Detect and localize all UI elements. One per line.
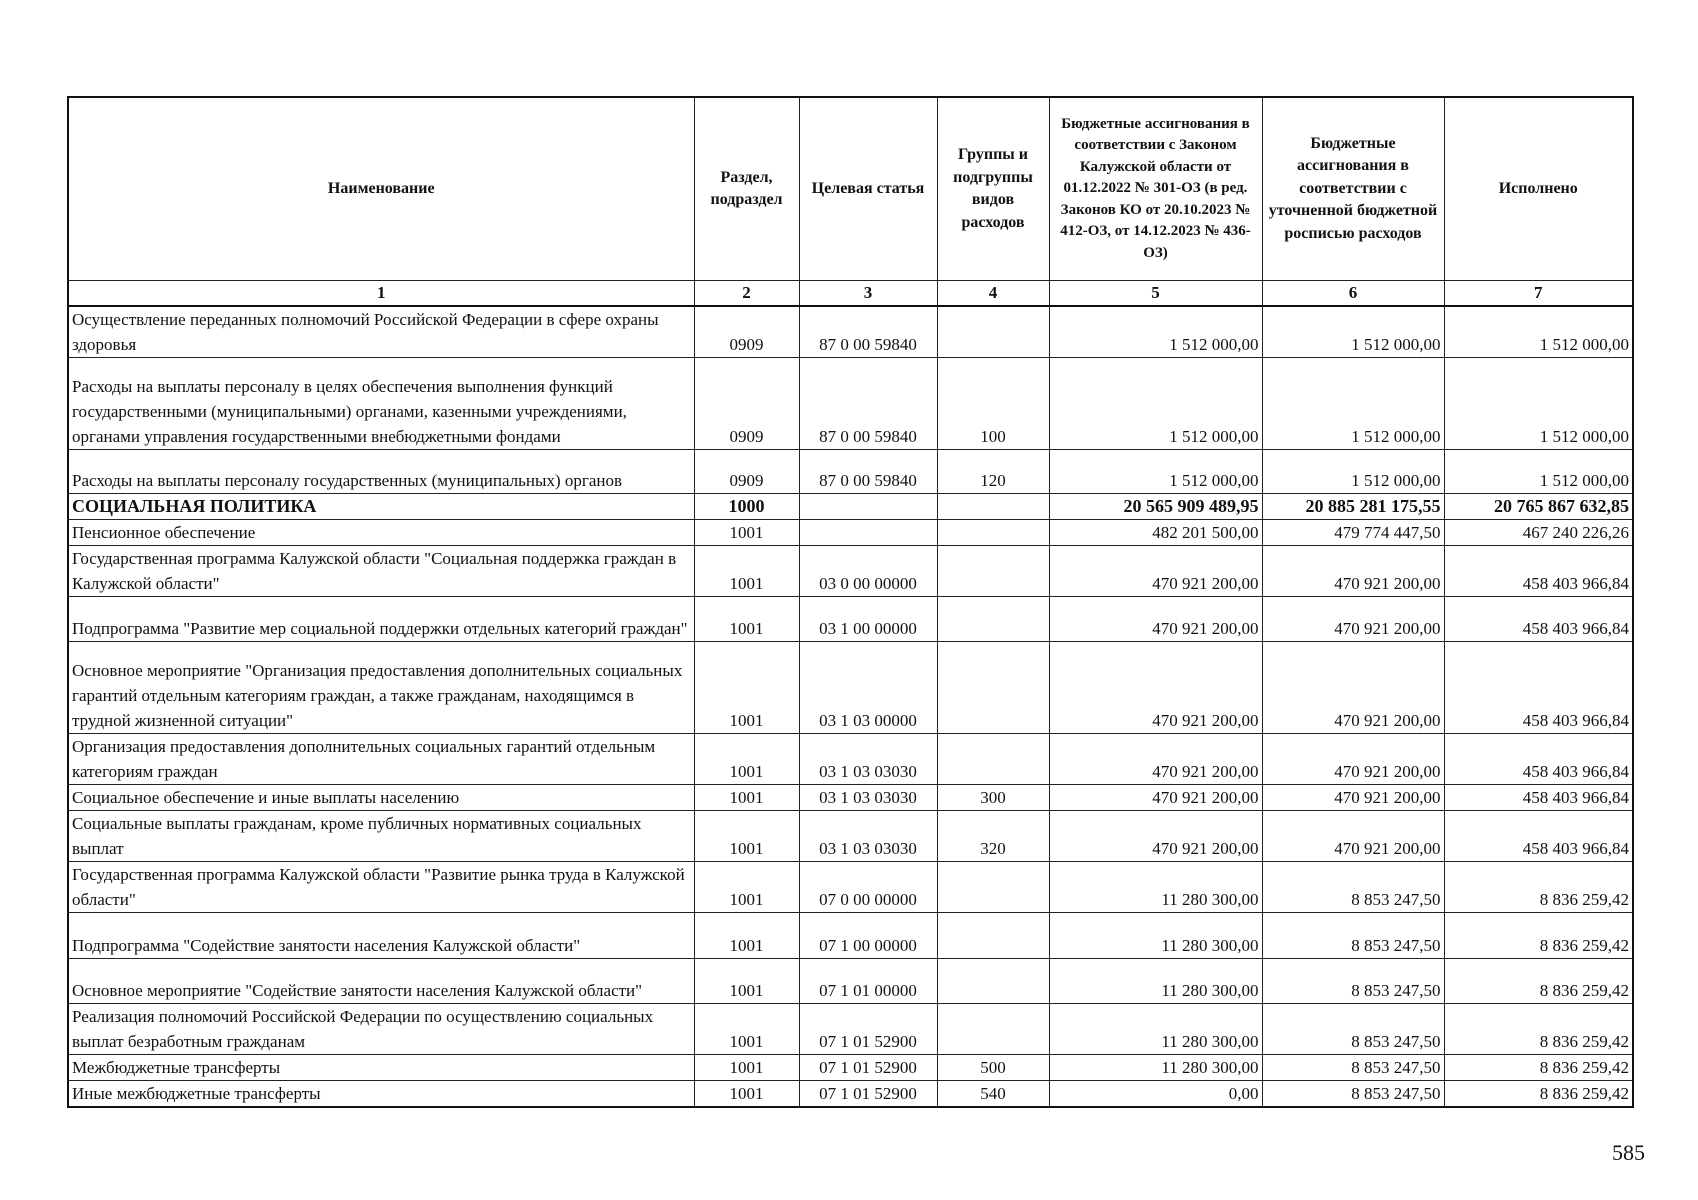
row-name: Подпрограмма "Развитие мер социальной поддержки отдельных категорий граждан" [68,597,694,642]
row-name: Основное мероприятие "Организация предоставления дополнительных социальных гарантий отдельным категориям граждан, а также гражданам, находящимся в трудной жизненной ситуации" [68,642,694,734]
row-section: 1001 [694,1081,799,1108]
row-section: 1000 [694,494,799,520]
row-group: 540 [937,1081,1049,1108]
row-law-amount: 1 512 000,00 [1049,358,1262,450]
row-law-amount: 470 921 200,00 [1049,785,1262,811]
table-row [68,811,1633,862]
row-group: 500 [937,1055,1049,1081]
table-row [68,520,1633,546]
row-target: 07 1 01 52900 [799,1055,937,1081]
row-section: 1001 [694,520,799,546]
row-target [799,494,937,520]
table-row [68,862,1633,913]
budget-sheet [67,96,1632,1108]
row-refined-amount: 470 921 200,00 [1262,546,1444,597]
row-target: 03 1 03 00000 [799,642,937,734]
table-row [68,642,1633,734]
row-law-amount: 11 280 300,00 [1049,862,1262,913]
table-row [68,734,1633,785]
row-name: Пенсионное обеспечение [68,520,694,546]
row-refined-amount: 1 512 000,00 [1262,358,1444,450]
table-row [68,597,1633,642]
budget-table [67,96,1634,1108]
row-law-amount: 470 921 200,00 [1049,642,1262,734]
header-name: Наименование [68,97,694,281]
row-target: 03 1 03 03030 [799,785,937,811]
row-refined-amount: 470 921 200,00 [1262,811,1444,862]
row-refined-amount: 1 512 000,00 [1262,306,1444,358]
row-group [937,597,1049,642]
row-section: 1001 [694,959,799,1004]
row-refined-amount: 8 853 247,50 [1262,1081,1444,1108]
header-groups: Группы и подгруппы видов расходов [937,97,1049,281]
row-name: Государственная программа Калужской области "Развитие рынка труда в Калужской области" [68,862,694,913]
row-law-amount: 1 512 000,00 [1049,450,1262,494]
column-number: 7 [1444,281,1633,307]
row-executed-amount: 458 403 966,84 [1444,785,1633,811]
row-executed-amount: 458 403 966,84 [1444,811,1633,862]
row-executed-amount: 20 765 867 632,85 [1444,494,1633,520]
column-number: 4 [937,281,1049,307]
table-body [68,306,1633,1107]
table-row [68,450,1633,494]
row-section: 1001 [694,785,799,811]
row-refined-amount: 1 512 000,00 [1262,450,1444,494]
row-executed-amount: 458 403 966,84 [1444,734,1633,785]
row-executed-amount: 8 836 259,42 [1444,1081,1633,1108]
table-row [68,785,1633,811]
row-name: Иные межбюджетные трансферты [68,1081,694,1108]
row-target: 03 0 00 00000 [799,546,937,597]
row-target: 07 1 00 00000 [799,913,937,959]
row-name: Осуществление переданных полномочий Российской Федерации в сфере охраны здоровья [68,306,694,358]
row-group [937,520,1049,546]
row-target: 07 1 01 52900 [799,1004,937,1055]
row-group: 120 [937,450,1049,494]
row-executed-amount: 458 403 966,84 [1444,642,1633,734]
row-executed-amount: 8 836 259,42 [1444,1055,1633,1081]
row-executed-amount: 458 403 966,84 [1444,597,1633,642]
row-law-amount: 11 280 300,00 [1049,1055,1262,1081]
table-row [68,1081,1633,1108]
row-section: 1001 [694,1055,799,1081]
row-target: 07 1 01 00000 [799,959,937,1004]
row-executed-amount: 458 403 966,84 [1444,546,1633,597]
table-row [68,1055,1633,1081]
row-target: 87 0 00 59840 [799,450,937,494]
row-group [937,959,1049,1004]
row-name: Основное мероприятие "Содействие занятости населения Калужской области" [68,959,694,1004]
row-name: СОЦИАЛЬНАЯ ПОЛИТИКА [68,494,694,520]
table-row [68,1004,1633,1055]
row-section: 0909 [694,450,799,494]
header-refined: Бюджетные ассигнования в соответствии с уточненной бюджетной росписью расходов [1262,97,1444,281]
header-law: Бюджетные ассигнования в соответствии с Законом Калужской области от 01.12.2022 № 301-ОЗ (в ред. Законов КО от 20.10.2023 № 412-ОЗ, от 14.12.2023 № 436-ОЗ) [1049,97,1262,281]
row-law-amount: 0,00 [1049,1081,1262,1108]
row-name: Подпрограмма "Содействие занятости населения Калужской области" [68,913,694,959]
row-refined-amount: 8 853 247,50 [1262,1055,1444,1081]
row-target: 03 1 00 00000 [799,597,937,642]
column-number: 1 [68,281,694,307]
header-section: Раздел, подраздел [694,97,799,281]
row-name: Расходы на выплаты персоналу в целях обеспечения выполнения функций государственными (муниципальными) органами, казенными учреждениями, органами управления государственными внебюджетными фондами [68,358,694,450]
row-law-amount: 1 512 000,00 [1049,306,1262,358]
row-section: 1001 [694,913,799,959]
row-refined-amount: 20 885 281 175,55 [1262,494,1444,520]
row-group [937,642,1049,734]
row-executed-amount: 1 512 000,00 [1444,358,1633,450]
row-executed-amount: 8 836 259,42 [1444,862,1633,913]
row-section: 0909 [694,358,799,450]
row-section: 1001 [694,811,799,862]
row-name: Социальное обеспечение и иные выплаты населению [68,785,694,811]
table-row [68,358,1633,450]
row-law-amount: 470 921 200,00 [1049,546,1262,597]
row-group [937,1004,1049,1055]
column-number: 6 [1262,281,1444,307]
row-group [937,546,1049,597]
row-group [937,862,1049,913]
row-group [937,494,1049,520]
row-executed-amount: 8 836 259,42 [1444,1004,1633,1055]
row-refined-amount: 479 774 447,50 [1262,520,1444,546]
row-section: 1001 [694,597,799,642]
column-number: 2 [694,281,799,307]
column-number: 3 [799,281,937,307]
page-number: 585 [1612,1140,1645,1165]
row-refined-amount: 470 921 200,00 [1262,642,1444,734]
row-section: 1001 [694,546,799,597]
row-group [937,734,1049,785]
row-executed-amount: 467 240 226,26 [1444,520,1633,546]
row-law-amount: 482 201 500,00 [1049,520,1262,546]
row-group [937,306,1049,358]
row-law-amount: 11 280 300,00 [1049,959,1262,1004]
row-executed-amount: 8 836 259,42 [1444,913,1633,959]
row-group: 300 [937,785,1049,811]
row-group: 100 [937,358,1049,450]
row-refined-amount: 470 921 200,00 [1262,597,1444,642]
row-law-amount: 470 921 200,00 [1049,811,1262,862]
row-law-amount: 11 280 300,00 [1049,1004,1262,1055]
row-target: 03 1 03 03030 [799,734,937,785]
row-target: 07 0 00 00000 [799,862,937,913]
row-name: Межбюджетные трансферты [68,1055,694,1081]
row-target: 87 0 00 59840 [799,306,937,358]
row-refined-amount: 8 853 247,50 [1262,1004,1444,1055]
row-law-amount: 20 565 909 489,95 [1049,494,1262,520]
row-executed-amount: 1 512 000,00 [1444,450,1633,494]
row-refined-amount: 8 853 247,50 [1262,959,1444,1004]
row-name: Расходы на выплаты персоналу государственных (муниципальных) органов [68,450,694,494]
row-refined-amount: 470 921 200,00 [1262,734,1444,785]
row-law-amount: 11 280 300,00 [1049,913,1262,959]
row-group: 320 [937,811,1049,862]
row-law-amount: 470 921 200,00 [1049,734,1262,785]
column-number: 5 [1049,281,1262,307]
row-group [937,913,1049,959]
row-name: Государственная программа Калужской области "Социальная поддержка граждан в Калужской области" [68,546,694,597]
row-name: Реализация полномочий Российской Федерации по осуществлению социальных выплат безработным гражданам [68,1004,694,1055]
row-name: Организация предоставления дополнительных социальных гарантий отдельным категориям граждан [68,734,694,785]
table-row [68,913,1633,959]
row-target: 03 1 03 03030 [799,811,937,862]
row-refined-amount: 470 921 200,00 [1262,785,1444,811]
table-row [68,546,1633,597]
table-row [68,494,1633,520]
row-section: 1001 [694,1004,799,1055]
row-executed-amount: 1 512 000,00 [1444,306,1633,358]
header-target: Целевая статья [799,97,937,281]
row-refined-amount: 8 853 247,50 [1262,913,1444,959]
row-executed-amount: 8 836 259,42 [1444,959,1633,1004]
row-refined-amount: 8 853 247,50 [1262,862,1444,913]
row-target: 07 1 01 52900 [799,1081,937,1108]
column-number-row [68,281,1633,307]
row-section: 1001 [694,642,799,734]
header-row [68,97,1633,281]
row-target [799,520,937,546]
row-section: 0909 [694,306,799,358]
row-section: 1001 [694,734,799,785]
row-name: Социальные выплаты гражданам, кроме публичных нормативных социальных выплат [68,811,694,862]
table-row [68,306,1633,358]
header-executed: Исполнено [1444,97,1633,281]
table-row [68,959,1633,1004]
row-section: 1001 [694,862,799,913]
row-law-amount: 470 921 200,00 [1049,597,1262,642]
row-target: 87 0 00 59840 [799,358,937,450]
